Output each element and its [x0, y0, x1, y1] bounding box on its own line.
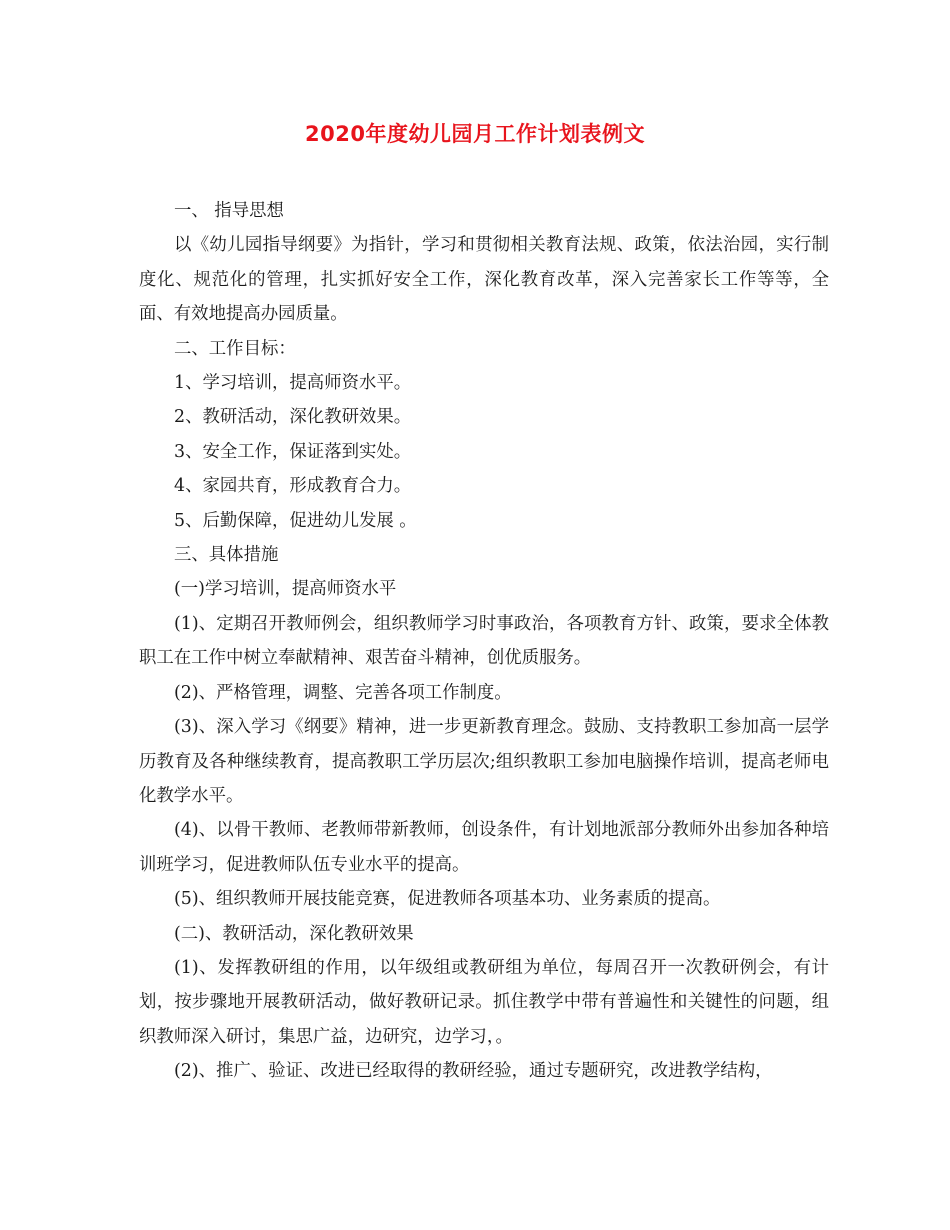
- list-item-goal-3: 3、安全工作，保证落到实处。: [174, 441, 412, 462]
- document-body: [139, 194, 829, 1089]
- paragraph-training-1: (1)、定期召开教师例会，组织教师学习时事政治，各项教育方针、政策，要求全体教职工在工作中树立奉献精神、艰苦奋斗精神，创优质服务。: [139, 613, 829, 669]
- section-heading-measures: 三、具体措施: [174, 545, 279, 566]
- list-item-goal-1: 1、学习培训，提高师资水平。: [174, 373, 412, 394]
- list-item-goal-5: 5、后勤保障，促进幼儿发展 。: [174, 510, 417, 531]
- subheading-teaching-research: (二)、教研活动，深化教研效果: [174, 923, 414, 944]
- section-heading-guiding-ideology: 一、 指导思想: [174, 201, 284, 221]
- paragraph-training-2: (2)、严格管理，调整、完善各项工作制度。: [174, 682, 512, 703]
- paragraph-research-2: (2)、推广、验证、改进已经取得的教研经验，通过专题研究，改进教学结构，: [174, 1061, 773, 1082]
- paragraph-training-5: (5)、组织教师开展技能竞赛，促进教师各项基本功、业务素质的提高。: [174, 889, 721, 910]
- subheading-training: (一)学习培训，提高师资水平: [174, 579, 397, 600]
- paragraph-research-1: (1)、发挥教研组的作用，以年级组或教研组为单位，每周召开一次教研例会，有计划，按步骤地开展教研活动，做好教研记录。抓住教学中带有普遍性和关键性的问题，组织教师深入研讨，集思广益，边研究，边学习，。: [139, 957, 829, 1047]
- list-item-goal-4: 4、家园共育，形成教育合力。: [174, 476, 412, 497]
- paragraph-training-4: (4)、以骨干教师、老教师带新教师，创设条件，有计划地派部分教师外出参加各种培训班学习，促进教师队伍专业水平的提高。: [139, 820, 829, 875]
- paragraph-training-3: (3)、深入学习《纲要》精神，进一步更新教育理念。鼓励、支持教职工参加高一层学历教育及各种继续教育，提高教职工学历层次;组织教职工参加电脑操作培训，提高老师电化教学水平。: [139, 717, 829, 806]
- document-title: 2020年度幼儿园月工作计划表例文: [305, 122, 645, 146]
- list-item-goal-2: 2、教研活动，深化教研效果。: [174, 407, 412, 428]
- paragraph-guiding-ideology: 以《幼儿园指导纲要》为指针，学习和贯彻相关教育法规、政策，依法治园，实行制度化、规范化的管理，扎实抓好安全工作，深化教育改革，深入完善家长工作等等，全面、有效地提高办园质量。: [139, 235, 829, 325]
- section-heading-work-goals: 二、工作目标：: [174, 338, 296, 359]
